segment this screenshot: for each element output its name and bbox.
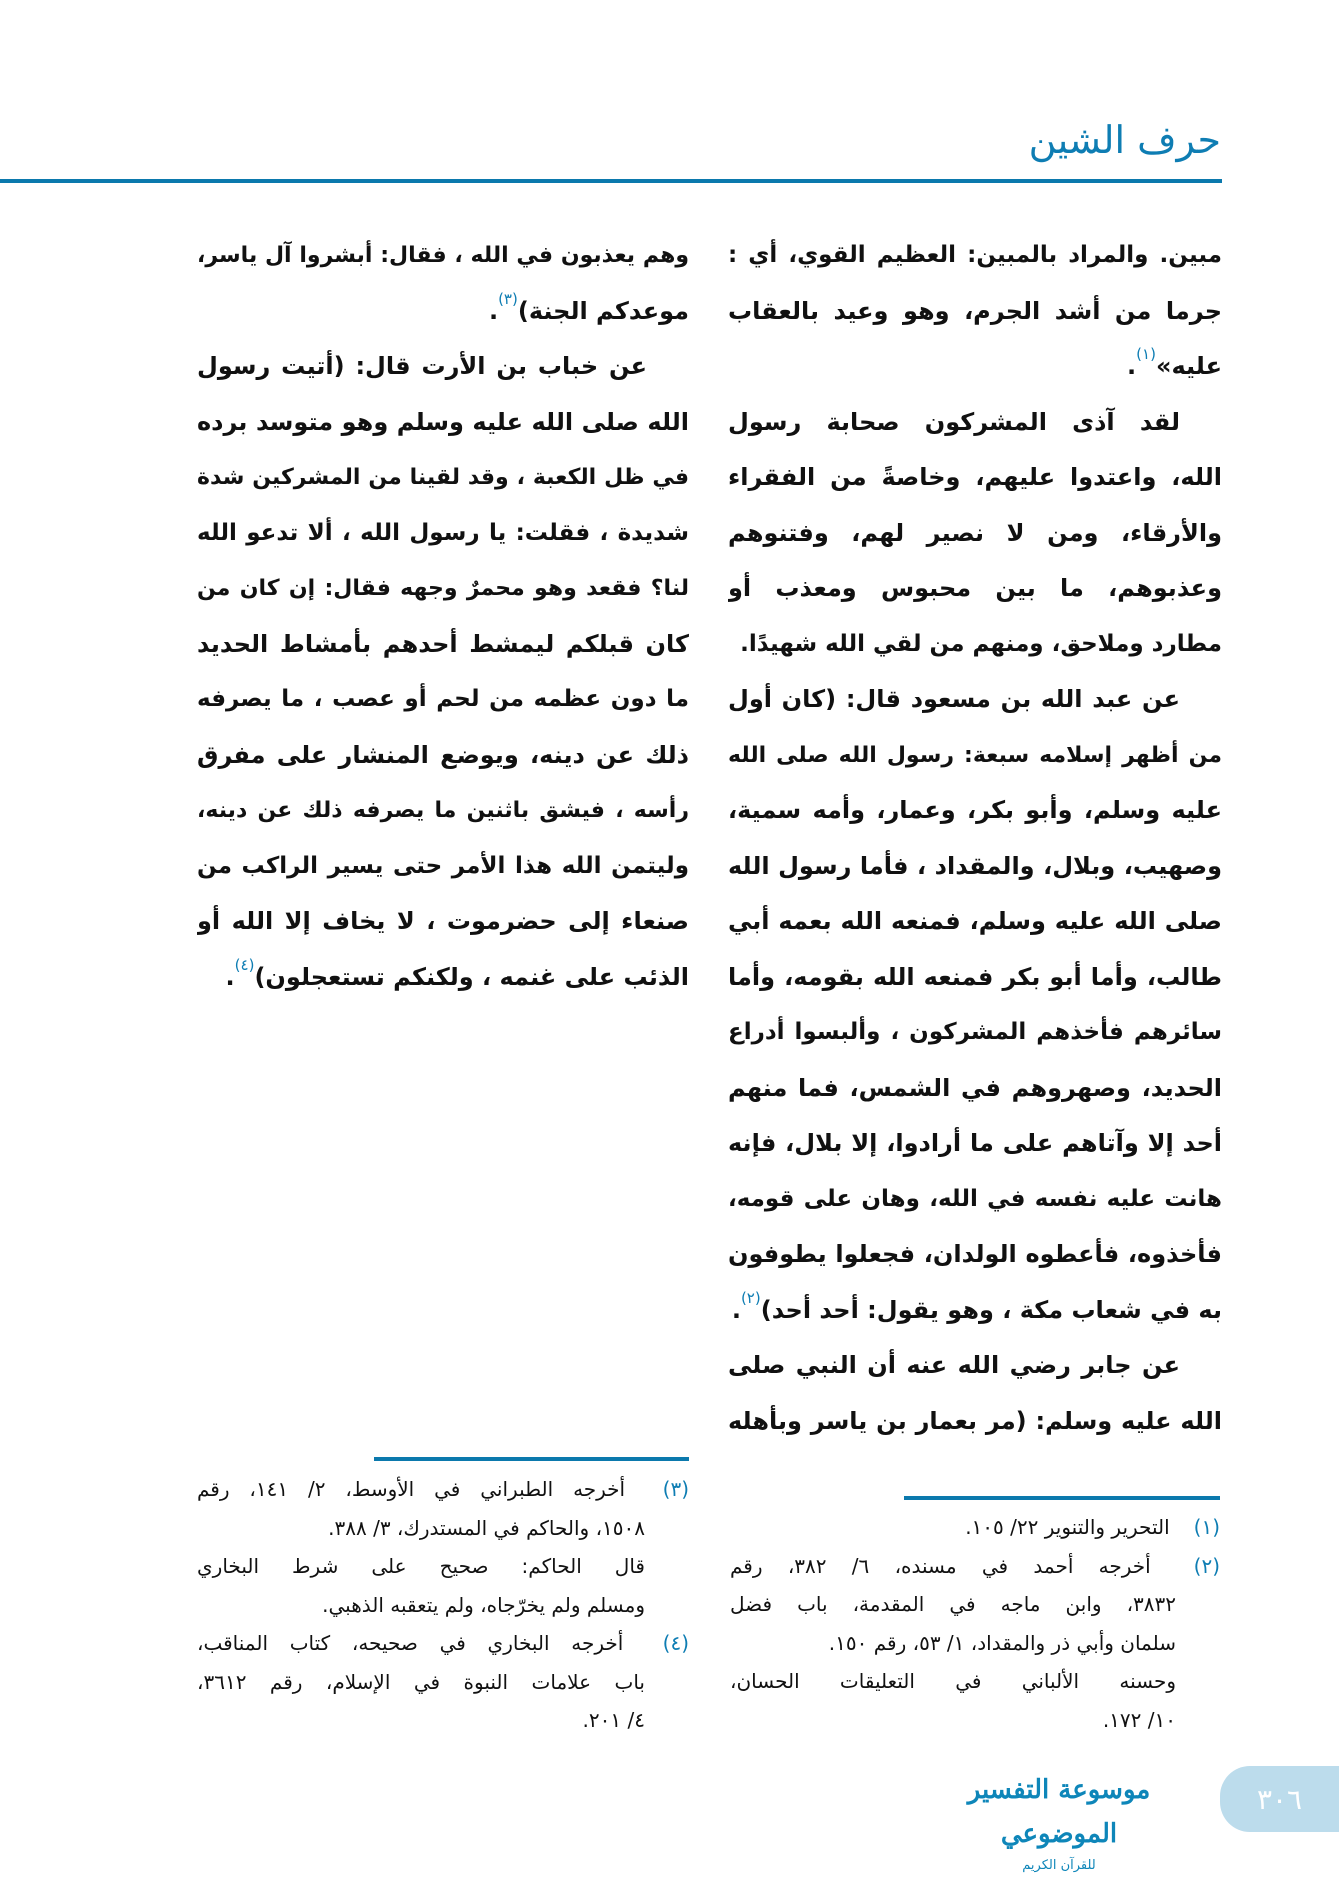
left-text-column <box>197 228 689 1005</box>
footnote-ref: (٣) <box>498 289 518 308</box>
text-line <box>728 728 1222 784</box>
footnote-line <box>197 1701 689 1740</box>
text-line <box>728 1005 1222 1061</box>
line-text: عن جابر رضي الله عنه أن النبي صلى <box>728 1351 1180 1379</box>
footnote-text: أخرجه الطبراني في الأوسط، ٢/ ١٤١، رقم <box>197 1477 646 1501</box>
footnote-line <box>197 1586 689 1625</box>
punctuation: . <box>225 962 235 991</box>
footnote-ref: (٤) <box>234 955 255 974</box>
footnote-text: ومسلم ولم يخرّجاه، ولم يتعقبه الذهبي. <box>322 1592 645 1617</box>
footnote-line <box>730 1508 1220 1547</box>
text-line <box>197 783 689 839</box>
line-text: والأرقاء، ومن لا نصير لهم، وفتنوهم <box>728 518 1222 547</box>
line-text: الحديد، وصهروهم في الشمس، فما منهم <box>728 1073 1222 1102</box>
text-line <box>728 1394 1222 1450</box>
text-line <box>197 395 689 451</box>
text-line <box>728 1338 1222 1394</box>
right-text-column <box>728 228 1222 1449</box>
text-line <box>197 561 689 617</box>
line-text: طالب، وأما أبو بكر فمنعه الله بقومه، وأما <box>728 962 1222 991</box>
line-text: عن خباب بن الأرت قال: (أتيت رسول <box>197 352 647 380</box>
footnote-text: وحسنه الألباني في التعليقات الحسان، <box>730 1669 1176 1693</box>
footnote-line <box>730 1662 1220 1701</box>
footnote-line <box>197 1663 689 1702</box>
line-text: فأخذوه، فأعطوه الولدان، فجعلوا يطوفون <box>728 1240 1222 1268</box>
line-text: وصهيب، وبلال، والمقداد ، فأما رسول الله <box>728 851 1222 880</box>
text-line <box>728 839 1222 895</box>
footnotes-left <box>197 1470 689 1740</box>
footnote-text: ٣٨٣٢، وابن ماجه في المقدمة، باب فضل <box>730 1592 1176 1616</box>
line-text: أحد إلا وآتاهم على ما أرادوا، إلا بلال، فإنه <box>728 1129 1222 1157</box>
text-line <box>197 506 689 562</box>
text-line <box>197 728 689 784</box>
punctuation: . <box>1127 352 1137 380</box>
logo-title: موسوعة التفسير الموضوعي <box>967 1775 1151 1849</box>
line-text: كان قبلكم ليمشط أحدهم بأمشاط الحديد <box>197 629 689 658</box>
text-line <box>728 395 1222 451</box>
text-line <box>728 1116 1222 1172</box>
encyclopedia-logo <box>934 1768 1184 1873</box>
line-text: الذئب على غنمه ، ولكنكم تستعجلون) <box>254 962 689 991</box>
punctuation: . <box>488 296 499 325</box>
footnote-line <box>197 1624 689 1663</box>
footnote-number: (٣) <box>662 1477 689 1501</box>
text-line <box>728 1227 1222 1283</box>
footnote-separator-left <box>374 1457 689 1461</box>
text-line <box>728 228 1222 284</box>
line-text: عن عبد الله بن مسعود قال: (كان أول <box>728 685 1180 713</box>
footnote-number: (١) <box>1193 1515 1220 1539</box>
footnote-number: (٢) <box>1193 1553 1220 1578</box>
footnote-line <box>730 1624 1220 1663</box>
line-text: الله صلى الله عليه وسلم وهو متوسد برده <box>197 407 689 436</box>
chapter-title: حرف الشين <box>1028 118 1221 162</box>
footnote-line <box>730 1701 1220 1740</box>
line-text: موعدكم الجنة) <box>517 296 689 325</box>
line-text: سائرهم فأخذهم المشركون ، وألبسوا أدراع <box>728 1019 1222 1045</box>
line-text: جرما من أشد الجرم، وهو وعيد بالعقاب <box>728 296 1222 325</box>
text-line <box>728 284 1222 340</box>
line-text: عليه وسلم، وأبو بكر، وعمار، وأمه سمية، <box>728 796 1222 824</box>
line-text: هانت عليه نفسه في الله، وهان على قومه، <box>728 1185 1222 1212</box>
footnote-ref: (٢) <box>740 1288 761 1307</box>
text-line <box>197 450 689 506</box>
line-text: في ظل الكعبة ، وقد لقينا من المشركين شدة <box>197 465 689 490</box>
text-line <box>728 1061 1222 1117</box>
line-text: عليه» <box>1155 352 1222 380</box>
line-text: لنا؟ فقعد وهو محمرٌ وجهه فقال: إن كان من <box>197 576 689 601</box>
line-text: به في شعاب مكة ، وهو يقول: أحد أحد) <box>760 1295 1222 1324</box>
text-line <box>197 672 689 728</box>
line-text: وهم يعذبون في الله ، فقال: أبشروا آل ياسر، <box>197 243 689 268</box>
footnote-line <box>730 1585 1220 1624</box>
text-line <box>728 672 1222 728</box>
footnote-text: سلمان وأبي ذر والمقداد، ١/ ٥٣، رقم ١٥٠. <box>828 1630 1176 1655</box>
text-line <box>728 1283 1222 1339</box>
text-line <box>728 450 1222 506</box>
footnote-text: ٤/ ٢٠١. <box>582 1708 645 1732</box>
footnote-line <box>197 1470 689 1509</box>
logo-subtitle: للقرآن الكريم <box>1022 1858 1096 1873</box>
footnotes-right <box>730 1508 1220 1739</box>
footnote-text: التحرير والتنوير ٢٢/ ١٠٥. <box>965 1515 1176 1539</box>
footnote-text: قال الحاكم: صحيح على شرط البخاري <box>197 1554 645 1578</box>
line-text: من أظهر إسلامه سبعة: رسول الله صلى الله <box>728 742 1222 768</box>
text-line <box>197 284 689 340</box>
line-text: رأسه ، فيشق باثنين ما يصرفه ذلك عن دينه، <box>197 798 689 823</box>
line-text: الله عليه وسلم: (مر بعمار بن ياسر وبأهله <box>728 1406 1222 1435</box>
text-line <box>728 783 1222 839</box>
footnote-line <box>197 1509 689 1548</box>
page-number: ٣٠٦ <box>1220 1766 1339 1832</box>
text-line <box>728 506 1222 562</box>
line-text: ما دون عظمه من لحم أو عصب ، ما يصرفه <box>197 686 689 712</box>
footnote-number: (٤) <box>662 1631 689 1655</box>
footnote-separator-right <box>904 1496 1220 1500</box>
footnote-text: ١٥٠٨، والحاكم في المستدرك، ٣/ ٣٨٨. <box>328 1515 645 1540</box>
line-text: شديدة ، فقلت: يا رسول الله ، ألا تدعو الله <box>197 519 689 546</box>
line-text: صنعاء إلى حضرموت ، لا يخاف إلا الله أو <box>197 907 689 935</box>
text-line <box>197 950 689 1006</box>
text-line <box>728 894 1222 950</box>
footnote-text: أخرجه البخاري في صحيحه، كتاب المناقب، <box>197 1631 645 1655</box>
text-line <box>197 228 689 284</box>
footnote-line <box>197 1547 689 1586</box>
text-line <box>728 339 1222 395</box>
text-line <box>197 617 689 673</box>
line-text: صلى الله عليه وسلم، فمنعه الله بعمه أبي <box>728 907 1222 935</box>
punctuation: . <box>731 1295 741 1324</box>
text-line <box>197 839 689 895</box>
text-line <box>728 950 1222 1006</box>
text-line <box>197 894 689 950</box>
line-text: ذلك عن دينه، ويوضع المنشار على مفرق <box>197 740 689 769</box>
header-rule <box>0 179 1222 183</box>
footnote-line <box>730 1547 1220 1586</box>
text-line <box>728 617 1222 673</box>
footnote-text: ١٠/ ١٧٢. <box>1102 1707 1176 1732</box>
line-text: مبين. والمراد بالمبين: العظيم القوي، أي : <box>728 242 1222 268</box>
line-text: وعذبوهم، ما بين محبوس ومعذب أو <box>728 574 1222 602</box>
text-line <box>728 561 1222 617</box>
text-line <box>728 1172 1222 1228</box>
text-line <box>197 339 689 395</box>
line-text: الله، واعتدوا عليهم، وخاصةً من الفقراء <box>728 463 1222 491</box>
footnote-ref: (١) <box>1136 345 1156 363</box>
line-text: مطارد وملاحق، ومنهم من لقي الله شهيدًا. <box>740 630 1222 657</box>
footnote-text: أخرجه أحمد في مسنده، ٦/ ٣٨٢، رقم <box>730 1553 1177 1578</box>
footnote-text: باب علامات النبوة في الإسلام، رقم ٣٦١٢، <box>197 1669 645 1694</box>
line-text: وليتمن الله هذا الأمر حتى يسير الراكب من <box>197 852 689 879</box>
line-text: لقد آذى المشركون صحابة رسول <box>728 407 1180 436</box>
